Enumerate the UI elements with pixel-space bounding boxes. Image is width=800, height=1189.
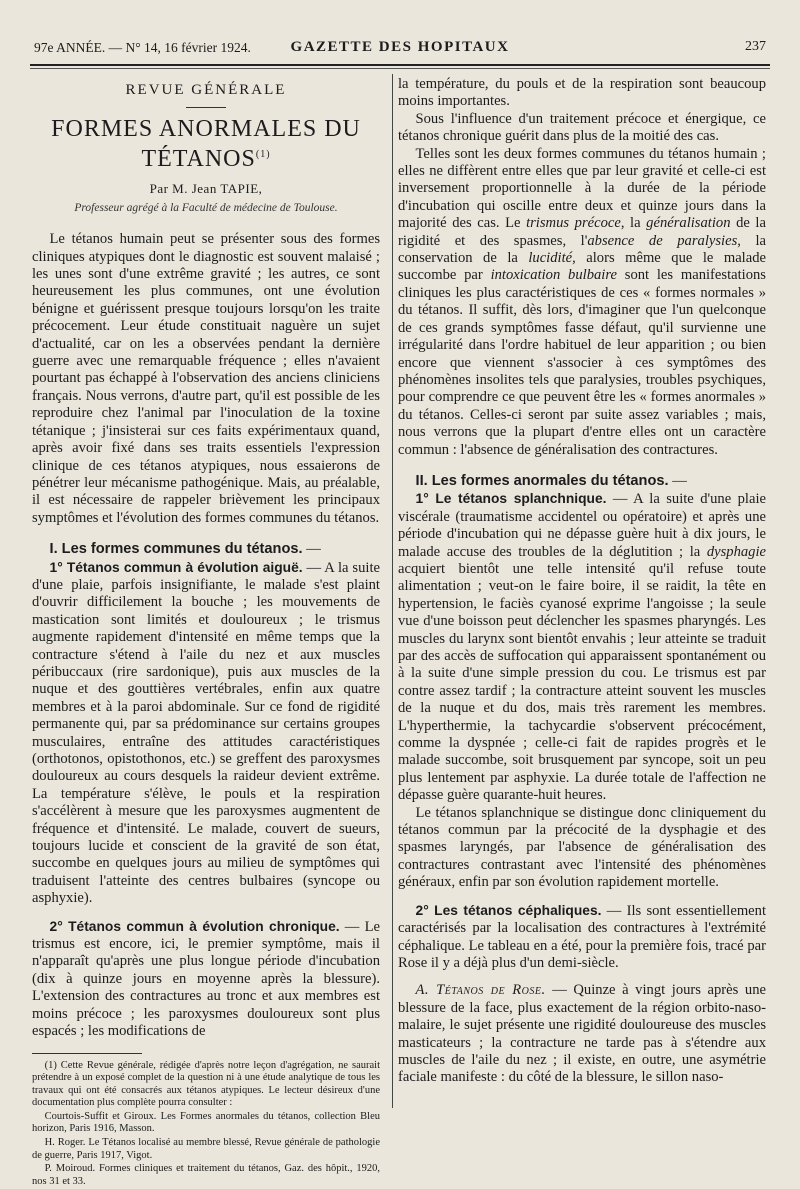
subsection-1-text: — A la suite d'une plaie, parfois insignifiante, le malade s'est plaint d'ouvrir difficilement la bouche ; les mouvements de mastication sont limités et douloureux ; le trismus augmente rapidement d'intensité en même temps que la contracture s'étend à l'aile du nez et aux muscles péribuccaux (rire sardonique), puis aux muscles de la nuque et des gouttières vertébrales, enfin aux quatre membres et à la paroi abdominale. Sur ce fond de rigidité permanente qui, par sa prédominance sur certains groupes musculaires, entraîne des attitudes caractéristiques (orthotonos, opistothonos, etc.) se greffent des paroxysmes douloureux au cours desquels la raideur devient extrême. La température s'élève, le pouls et la respiration s'accélèrent à mesure que les paroxysmes augmentent de fréquence et d'intensité. Le malade, couvert de sueurs, toujours lucide et conscient de la gravité de son état, succombe en quelques jours au milieu de symptômes qui traduisent l'atteinte des centres bulbaires (syncope ou asphyxie).: [32, 559, 381, 907]
term-trismus: trismus précoce: [526, 215, 621, 232]
header-rule: [30, 64, 770, 66]
splanchnic-text-a: — A la suite d'une plaie viscérale (traumatisme accidentel ou opératoire) et après une période d'incubation qui ne dépasse guère huit à dix jours, le malade accuse des troubles de la déglutition ; la: [398, 491, 766, 560]
summary-text-a: Telles sont les deux formes communes du tétanos humain ; elles ne diffèrent entre elles que par leur gravité et celle-ci est inversement proportionnelle à la durée de la période d'incubation qui oscille entre deux et quinze jours dans la majorité des cas. Le: [398, 145, 766, 232]
column-divider: [392, 74, 393, 1108]
summary-text-d: , la conservation de la: [398, 232, 766, 267]
subsection-2-heading: 2° Tétanos commun à évolution chronique.: [49, 918, 340, 934]
subsection-1-heading: 1° Tétanos commun à évolution aiguë.: [49, 559, 303, 575]
summary-text-b: , la: [620, 215, 647, 232]
kicker-rule: [186, 107, 226, 108]
title-footnote-marker: (1): [255, 149, 271, 161]
footnote-ref-3: P. Moiroud. Formes cliniques et traitement du tétanos, Gaz. des hôpit., 1920, nos 31 et 33.: [32, 1163, 380, 1187]
term-generalisation: généralisation: [646, 215, 731, 232]
section-1-paragraph: [32, 541, 380, 558]
subsection-1-paragraph: [32, 559, 380, 908]
subsection-2-paragraph: [32, 918, 380, 1041]
summary-text-e: , alors même que le malade succombe par: [398, 250, 766, 284]
rose-text: — Quinze à vingt jours après une blessure de la face, plus exactement de la région orbito-naso-malaire, le sujet présente une rigidité douloureuse des muscles masticateurs ; la contracture ne tarde pas à s'étendre aux muscles de l'aile du nez ; il existe, en outre, une asymétrie faciale manifeste : du côté de la blessure, le sillon naso-: [398, 982, 766, 1086]
section-2-dash: —: [668, 472, 687, 489]
journal-title: GAZETTE DES HOPITAUX: [290, 39, 510, 55]
splanchnic-paragraph: [398, 490, 766, 804]
summary-text-f: sont les manifestations cliniques les plus caractéristiques de ces « formes normales » du tétanos. Il suffit, dès lors, d'imaginer que l'un quelconque de ces grands symptômes fasse défaut, qu'il survienne une irrégularité dans l'ordre habituel de leur apparition ; ou bien encore que viennent s'associer à ces symptômes des phénomènes insolites tels que paralysies, troubles psychiques, pour comprendre ce que peuvent être les « formes anormales » du tétanos. Celles-ci seront par suite assez variables ; mais, nous verrons que la plupart d'entre elles ont un caractère commun : l'absence de généralisation des contractures.: [398, 267, 766, 458]
splanchnic-heading: 1° Le tétanos splanchnique.: [415, 491, 607, 507]
summary-text-c: de la rigidité et des spasmes, l': [398, 215, 766, 249]
term-dysphagie: dysphagie: [706, 543, 766, 560]
footnote-ref-1: Courtois-Suffit et Giroux. Les Formes anormales du tétanos, collection Bleu horizon, Paris 1916, Masson.: [32, 1110, 380, 1135]
term-intoxication: intoxication bulbaire: [490, 267, 617, 284]
footnote-ref-2: H. Roger. Le Tétanos localisé au membre blessé, Revue générale de pathologie de guerre, Paris 1917, Vigot.: [32, 1137, 380, 1161]
cephalic-heading: 2° Les tétanos céphaliques.: [415, 902, 602, 918]
page-number: 237: [745, 39, 766, 54]
footnote-1: (1) Cette Revue générale, rédigée d'après notre leçon d'agrégation, ne saurait prétendre à un exposé complet de la question ni à une étude analytique de tous les travaux qui ont été consacrés aux tétanos atypiques. Le lecteur désireux d'une documentation plus complète pourra consulter :: [32, 1059, 380, 1109]
summary-paragraph: [398, 146, 766, 459]
section-1-heading: I. Les formes communes du tétanos.: [49, 541, 303, 558]
issue-info: 97e ANNÉE. — N° 14, 16 février 1924.: [34, 40, 251, 55]
cephalic-paragraph: [398, 902, 766, 973]
term-absence-paralysies: absence de paralysies: [587, 232, 738, 249]
article-title-text: FORMES ANORMALES DU TÉTANOS: [51, 116, 361, 173]
splanchnic-text-b: acquiert bientôt une telle intensité qu'il refuse toute alimentation ; veut-on le faire boire, il se raidit, la tête en hypertension, le faciès cyanosé exprime l'angoisse ; la seule vue d'une boisson peut déclencher les spasmes pharyngés. Les muscles du larynx sont bientôt envahis ; leur atteinte se traduit par des accès de suffocation qui apparaissent spontanément ou à la suite d'une simple pression du cou. Le trismus est par contre assez tardif ; la contracture atteint souvent les muscles de la nuque et du dos, mais très rarement les membres. L'hyperthermie, la tachycardie s'observent précocément, comme la dyspnée ; celle-ci fait de rapides progrès et le malade succombe, soit brusquement par syncope, soit un peu plus lentement par asphyxie. La durée totale de l'affection ne dépasse guère quarante-huit heures.: [398, 560, 766, 804]
rose-paragraph: [398, 982, 766, 1086]
author-line: Par M. Jean TAPIE,: [149, 181, 263, 197]
article-title: [32, 116, 380, 172]
section-kicker: REVUE GÉNÉRALE: [125, 82, 287, 98]
left-column: [32, 76, 380, 1189]
section-1-dash: —: [302, 541, 321, 558]
cephalic-text: — Ils sont essentiellement caractérisés par la localisation des contractures à l'extrémité céphalique. Le tableau en a été, pour la première fois, tracé par Rose il y a déjà plus d'un demi-siècle.: [398, 902, 766, 971]
continued-paragraph: la température, du pouls et de la respiration sont beaucoup moins importantes.: [398, 76, 766, 110]
subsection-2-text: — Le trismus est encore, ici, le premier symptôme, mais il n'apparaît qu'après une plus longue période d'incubation (dix à quinze jours en moyenne après la blessure). L'extension des contractures au tronc et aux membres est moins précoce ; les paroxysmes douloureux sont plus espacés ; les modifications de: [32, 918, 380, 1040]
treatment-paragraph: Sous l'influence d'un traitement précoce et énergique, ce tétanos chronique guérit dans plus de la moitié des cas.: [398, 110, 766, 145]
header-rule-thin: [30, 68, 770, 69]
right-column: [398, 76, 766, 1087]
term-lucidite: lucidité: [528, 250, 573, 267]
running-header: [30, 34, 770, 62]
footnote-rule: [32, 1053, 142, 1054]
rose-heading: A. Tétanos de Rose.: [415, 982, 546, 999]
footnotes: [32, 1060, 380, 1189]
intro-paragraph: Le tétanos humain peut se présenter sous des formes cliniques atypiques dont le diagnostic est souvent malaisé ; les unes sont d'une extrême gravité ; les autres, ce sont heureusement les plus communes, ont une évolution bénigne et guérissent presque toujours lorsqu'on les traite précocement. Leur étude constituait naguère un sujet d'actualité, car on les a observées pendant la dernière guerre avec une remarquable fréquence ; elles n'avaient pourtant pas échappé à l'observation des anciens cliniciens français. Nous verrons, d'autre part, qu'il est possible de les reproduire chez l'animal par l'inoculation de la toxine tétanique ; j'insisterai sur ces faits expérimentaux quand, après avoir fixé dans ses traits essentiels l'expression clinique de ces tétanos atypiques, nous essaierons de pénétrer leur mécanisme pathogénique. Mais, au préalable, il est nécessaire de rappeler brièvement les principaux symptômes et l'évolution des formes communes du tétanos.: [32, 231, 380, 526]
section-2-paragraph: [398, 473, 766, 490]
author-affiliation: Professeur agrégé à la Faculté de médecine de Toulouse.: [74, 201, 338, 214]
splanchnic-summary: Le tétanos splanchnique se distingue donc cliniquement du tétanos commun par la précocité de la dysphagie et des spasmes laryngés, par l'absence de généralisation des contractures contrastant avec l'intensité des phénomènes généraux, enfin par son évolution rapidement mortelle.: [398, 804, 766, 891]
section-2-heading: II. Les formes anormales du tétanos.: [415, 472, 669, 489]
